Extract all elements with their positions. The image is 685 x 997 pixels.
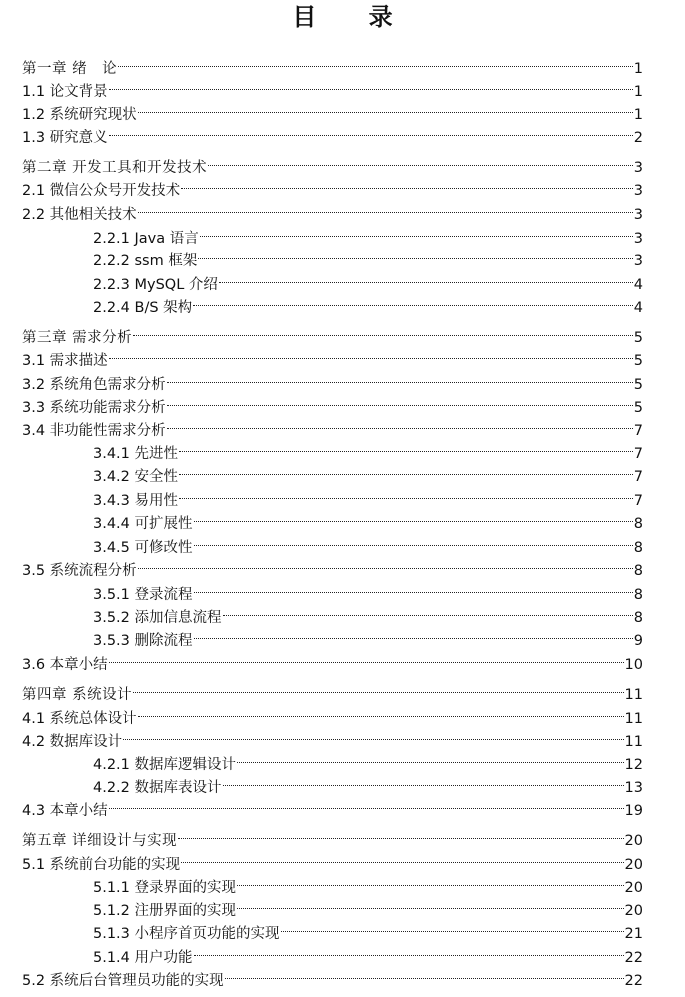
- toc-entry-label: 3.4.1 先进性: [93, 446, 179, 462]
- toc-page-number: 3: [633, 160, 643, 176]
- toc-entry-label: 5.1 系统前台功能的实现: [22, 857, 181, 873]
- toc-chapter-entry[interactable]: [22, 50, 643, 77]
- toc-section-entry[interactable]: [22, 412, 643, 439]
- toc-page-number: 20: [624, 833, 643, 849]
- toc-chapter-entry[interactable]: [22, 676, 643, 703]
- toc-section-entry[interactable]: [22, 73, 643, 100]
- toc-entry-label: 第四章 系统设计: [22, 687, 133, 703]
- toc-section-entry[interactable]: [22, 723, 643, 750]
- toc-entry-label: 5.1.3 小程序首页功能的实现: [93, 926, 280, 942]
- toc-subsection-entry[interactable]: [93, 622, 643, 649]
- toc-entry-label: 2.2.3 MySQL 介绍: [93, 277, 218, 293]
- toc-section-entry[interactable]: [22, 646, 643, 673]
- toc-page-number: 12: [624, 757, 643, 773]
- toc-section-entry[interactable]: [22, 700, 643, 727]
- toc-page-number: 22: [624, 973, 643, 989]
- dot-leader: [109, 792, 624, 815]
- dot-leader: [109, 342, 633, 365]
- toc-entry-label: 3.3 系统功能需求分析: [22, 400, 166, 416]
- dot-leader: [225, 962, 624, 985]
- dot-leader: [237, 746, 624, 769]
- toc-section-entry[interactable]: [22, 172, 643, 199]
- toc-page-number: 7: [633, 469, 643, 485]
- toc-subsection-entry[interactable]: [93, 505, 643, 532]
- toc-subsection-entry[interactable]: [93, 939, 643, 966]
- toc-chapter-entry[interactable]: [22, 822, 643, 849]
- toc-title: 目 录: [292, 3, 415, 31]
- toc-section-entry[interactable]: [22, 552, 643, 579]
- toc-page-number: 3: [633, 231, 643, 247]
- toc-entry-label: 1.2 系统研究现状: [22, 107, 137, 123]
- dot-leader: [109, 646, 624, 669]
- dot-leader: [109, 73, 633, 96]
- toc-page-number: 5: [633, 400, 643, 416]
- toc-entry-label: 1.1 论文背景: [22, 84, 108, 100]
- toc-subsection-entry[interactable]: [93, 266, 643, 293]
- toc-entry-label: 5.1.4 用户功能: [93, 950, 193, 966]
- toc-subsection-entry[interactable]: [93, 915, 643, 942]
- toc-chapter-entry[interactable]: [22, 149, 643, 176]
- toc-page-number: 8: [633, 610, 643, 626]
- dot-leader: [138, 96, 633, 119]
- toc-entry-label: 3.4 非功能性需求分析: [22, 423, 166, 439]
- toc-entry-label: 4.2.1 数据库逻辑设计: [93, 757, 237, 773]
- dot-leader: [194, 505, 633, 528]
- toc-entry-label: 3.4.2 安全性: [93, 469, 179, 485]
- dot-leader: [237, 892, 624, 915]
- toc-section-entry[interactable]: [22, 196, 643, 223]
- dot-leader: [133, 319, 633, 342]
- dot-leader: [194, 529, 633, 552]
- toc-page-number: 4: [633, 277, 643, 293]
- toc-entry-label: 5.2 系统后台管理员功能的实现: [22, 973, 224, 989]
- toc-page-number: 8: [633, 587, 643, 603]
- dot-leader: [181, 172, 633, 195]
- toc-entry-label: 4.2 数据库设计: [22, 734, 123, 750]
- toc-entry-label: 1.3 研究意义: [22, 130, 108, 146]
- toc-subsection-entry[interactable]: [93, 242, 643, 269]
- dot-leader: [109, 119, 633, 142]
- toc-entry-label: 5.1.2 注册界面的实现: [93, 903, 237, 919]
- toc-page-number: 8: [633, 540, 643, 556]
- toc-subsection-entry[interactable]: [93, 220, 643, 247]
- toc-entry-label: 3.4.3 易用性: [93, 493, 179, 509]
- toc-page-number: 8: [633, 516, 643, 532]
- toc-page-number: 8: [633, 563, 643, 579]
- toc-page-number: 20: [624, 857, 643, 873]
- toc-section-entry[interactable]: [22, 96, 643, 123]
- toc-section-entry[interactable]: [22, 342, 643, 369]
- toc-chapter-entry[interactable]: [22, 319, 643, 346]
- toc-page-number: 13: [624, 780, 643, 796]
- toc-page-number: 3: [633, 183, 643, 199]
- dot-leader: [138, 196, 633, 219]
- toc-entry-label: 3.5.3 删除流程: [93, 633, 193, 649]
- dot-leader: [179, 435, 633, 458]
- toc-entry-label: 4.3 本章小结: [22, 803, 108, 819]
- toc-entry-label: 3.4.4 可扩展性: [93, 516, 193, 532]
- dot-leader: [194, 622, 633, 645]
- toc-entry-label: 4.2.2 数据库表设计: [93, 780, 222, 796]
- toc-section-entry[interactable]: [22, 389, 643, 416]
- toc-subsection-entry[interactable]: [93, 892, 643, 919]
- dot-leader: [281, 915, 624, 938]
- dot-leader: [138, 552, 633, 575]
- toc-subsection-entry[interactable]: [93, 599, 643, 626]
- toc-subsection-entry[interactable]: [93, 769, 643, 796]
- toc-entry-label: 3.6 本章小结: [22, 657, 108, 673]
- toc-entry-label: 2.2.1 Java 语言: [93, 231, 199, 247]
- dot-leader: [179, 458, 633, 481]
- toc-page-number: 1: [633, 61, 643, 77]
- toc-section-entry[interactable]: [22, 846, 643, 873]
- toc-entry-label: 3.2 系统角色需求分析: [22, 377, 166, 393]
- dot-leader: [178, 822, 623, 845]
- toc-entry-label: 3.5 系统流程分析: [22, 563, 137, 579]
- toc-subsection-entry[interactable]: [93, 746, 643, 773]
- toc-entry-label: 3.4.5 可修改性: [93, 540, 193, 556]
- toc-page-number: 11: [624, 711, 643, 727]
- toc-entry-label: 3.1 需求描述: [22, 353, 108, 369]
- toc-page-number: 20: [624, 903, 643, 919]
- dot-leader: [179, 482, 633, 505]
- toc-entry-label: 4.1 系统总体设计: [22, 711, 137, 727]
- dot-leader: [208, 149, 633, 172]
- toc-page-number: 7: [633, 423, 643, 439]
- toc-page-number: 19: [624, 803, 643, 819]
- toc-subsection-entry[interactable]: [93, 289, 643, 316]
- dot-leader: [198, 242, 632, 265]
- toc-entry-label: 2.2 其他相关技术: [22, 207, 137, 223]
- dot-leader: [193, 289, 633, 312]
- toc-page-number: 9: [633, 633, 643, 649]
- toc-subsection-entry[interactable]: [93, 435, 643, 462]
- toc-page-number: 7: [633, 493, 643, 509]
- dot-leader: [223, 599, 633, 622]
- toc-page-number: 11: [624, 687, 643, 703]
- toc-subsection-entry[interactable]: [93, 529, 643, 556]
- toc-entry-label: 2.2.4 B/S 架构: [93, 300, 193, 316]
- toc-entry-label: 第一章 绪 论: [22, 61, 118, 77]
- dot-leader: [237, 869, 624, 892]
- toc-page-number: 21: [624, 926, 643, 942]
- toc-page-number: 5: [633, 353, 643, 369]
- toc-page-number: 1: [633, 84, 643, 100]
- toc-entry-label: 2.1 微信公众号开发技术: [22, 183, 181, 199]
- toc-entry-label: 第三章 需求分析: [22, 330, 133, 346]
- toc-entry-label: 第五章 详细设计与实现: [22, 833, 178, 849]
- toc-entry-label: 第二章 开发工具和开发技术: [22, 160, 208, 176]
- toc-page-number: 3: [633, 253, 643, 269]
- toc-page-number: 5: [633, 377, 643, 393]
- toc-page-number: 22: [624, 950, 643, 966]
- toc-page-number: 11: [624, 734, 643, 750]
- toc-entry-label: 5.1.1 登录界面的实现: [93, 880, 237, 896]
- toc-page-number: 7: [633, 446, 643, 462]
- dot-leader: [138, 700, 624, 723]
- dot-leader: [167, 389, 633, 412]
- toc-page-number: 3: [633, 207, 643, 223]
- toc-page-number: 5: [633, 330, 643, 346]
- dot-leader: [167, 412, 633, 435]
- dot-leader: [118, 50, 633, 73]
- toc-section-entry[interactable]: [22, 119, 643, 146]
- toc-section-entry[interactable]: [22, 366, 643, 393]
- dot-leader: [133, 676, 623, 699]
- dot-leader: [181, 846, 623, 869]
- dot-leader: [123, 723, 623, 746]
- toc-entry-label: 3.5.2 添加信息流程: [93, 610, 222, 626]
- toc-page-number: 2: [633, 130, 643, 146]
- toc-subsection-entry[interactable]: [93, 482, 643, 509]
- toc-section-entry[interactable]: [22, 962, 643, 989]
- dot-leader: [194, 939, 624, 962]
- toc-subsection-entry[interactable]: [93, 458, 643, 485]
- dot-leader: [194, 576, 633, 599]
- dot-leader: [200, 220, 633, 243]
- toc-section-entry[interactable]: [22, 792, 643, 819]
- dot-leader: [167, 366, 633, 389]
- dot-leader: [219, 266, 633, 289]
- toc-page-number: 20: [624, 880, 643, 896]
- toc-page-number: 1: [633, 107, 643, 123]
- toc-page-number: 4: [633, 300, 643, 316]
- toc-page-number: 10: [624, 657, 643, 673]
- toc-subsection-entry[interactable]: [93, 869, 643, 896]
- toc-subsection-entry[interactable]: [93, 576, 643, 603]
- toc-entry-label: 3.5.1 登录流程: [93, 587, 193, 603]
- toc-entry-label: 2.2.2 ssm 框架: [93, 253, 198, 269]
- dot-leader: [223, 769, 624, 792]
